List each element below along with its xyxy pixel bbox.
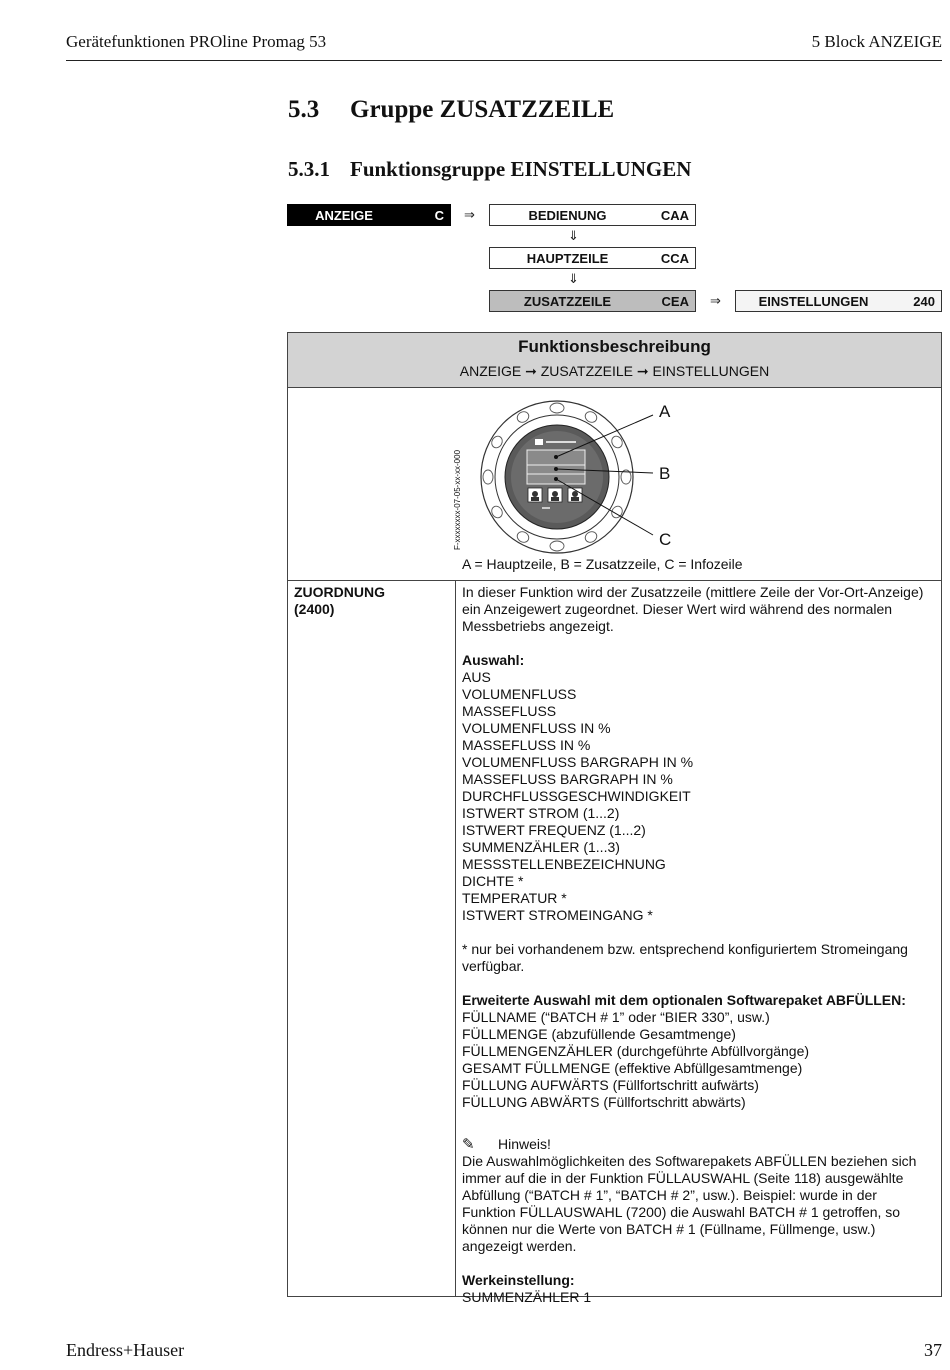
section-title: Gruppe ZUSATZZEILE [350, 96, 615, 123]
nav-label: ANZEIGE [315, 207, 373, 223]
subsection-heading [288, 157, 691, 182]
figure-label-c: C [659, 530, 672, 549]
table-path: ANZEIGE ➞ ZUSATZZEILE ➞ EINSTELLUNGEN [459, 363, 770, 379]
option-item: VOLUMENFLUSS BARGRAPH IN % [462, 754, 694, 770]
nav-label: BEDIENUNG [528, 207, 607, 223]
figure-code: F-xxxxxxxx-07-05-xx-xx-000 [453, 449, 462, 550]
nav-box-bedienung [489, 204, 696, 226]
header-left: Gerätefunktionen PROline Promag 53 [66, 32, 327, 51]
arrow-right-icon: ⇒ [710, 293, 721, 308]
column-divider [455, 580, 456, 1296]
option-item: VOLUMENFLUSS IN % [462, 720, 611, 736]
display-figure [470, 395, 710, 555]
footnote: * nur bei vorhandenem bzw. entsprechend konfiguriertem Stromeingang verfügbar. [462, 941, 908, 974]
table-header [288, 333, 941, 388]
nav-box-einstellungen [735, 290, 942, 312]
extended-option-item: FÜLLUNG AUFWÄRTS (Füllfortschritt aufwärts) [462, 1077, 759, 1093]
header-rule [66, 60, 942, 61]
nav-code: C [434, 207, 444, 223]
hint-text: Die Auswahlmöglichkeiten des Softwarepakets ABFÜLLEN beziehen sich immer auf die in der Funktion FÜLLAUSWAHL (Seite 118) ausgewählte Abfüllung (“BATCH # 1”, “BATCH # 2”, usw.). Beispiel: wurde in der Funktion FÜLLAUSWAHL (7200) die Auswahl BATCH # 1 getroffen, so können nur die Werte von BATCH # 1 (Füllname, Füllmenge, usw.) angezeigt werden. [462, 1153, 917, 1254]
factory-value: SUMMENZÄHLER 1 [462, 1289, 592, 1305]
section-number: 5.3 [288, 96, 320, 123]
logo-mark [535, 439, 543, 445]
extended-option-item: FÜLLMENGENZÄHLER (durchgeführte Abfüllvorgänge) [462, 1043, 810, 1059]
option-item: ISTWERT STROM (1...2) [462, 805, 620, 821]
function-code: (2400) [294, 601, 335, 617]
selection-title: Auswahl: [462, 652, 525, 668]
option-item: DURCHFLUSSGESCHWINDIGKEIT [462, 788, 691, 804]
figure-caption: A = Hauptzeile, B = Zusatzzeile, C = Infozeile [462, 556, 743, 572]
logo-text [546, 441, 576, 443]
row-divider [288, 580, 941, 581]
option-item: DICHTE * [462, 873, 524, 889]
function-name-cell [294, 584, 385, 618]
nav-code: CCA [660, 250, 689, 266]
pencil-hand-icon: ✎ [462, 1136, 475, 1153]
extended-option-item: FÜLLMENGE (abzufüllende Gesamtmenge) [462, 1026, 736, 1042]
extended-option-item: FÜLLNAME (“BATCH # 1” oder “BIER 330”, usw.) [462, 1009, 770, 1025]
header-right: 5 Block ANZEIGE [811, 32, 942, 51]
option-item: MASSEFLUSS [462, 703, 557, 719]
intro-text: In dieser Funktion wird der Zusatzzeile (mittlere Zeile der Vor-Ort-Anzeige) ein Anzeigewert zugeordnet. Dieser Wert wird während des normalen Messbetriebs angezeigt. [462, 584, 924, 634]
extended-option-item: GESAMT FÜLLMENGE (effektive Abfüllgesamtmenge) [462, 1060, 803, 1076]
nav-label: EINSTELLUNGEN [758, 293, 869, 309]
option-item: MASSEFLUSS BARGRAPH IN % [462, 771, 673, 787]
nav-box-anzeige [287, 204, 451, 226]
figure-label-a: A [659, 402, 671, 421]
subsection-title: Funktionsgruppe EINSTELLUNGEN [350, 157, 692, 181]
nav-box-zusatzzeile [489, 290, 696, 312]
table-title: Funktionsbeschreibung [518, 337, 711, 356]
arrow-down-icon: ⇓ [568, 271, 579, 286]
nav-code: 240 [913, 293, 935, 309]
nav-code: CEA [661, 293, 689, 309]
hint-heading [462, 1136, 934, 1153]
option-item: ISTWERT FREQUENZ (1...2) [462, 822, 646, 838]
function-description [462, 584, 934, 1306]
subsection-number: 5.3.1 [288, 157, 330, 181]
function-name: ZUORDNUNG [294, 584, 385, 600]
factory-title: Werkeinstellung: [462, 1272, 575, 1288]
hint-title: Hinweis! [498, 1136, 551, 1152]
footer-brand: Endress+Hauser [66, 1340, 185, 1360]
arrow-down-icon: ⇓ [568, 228, 579, 243]
extended-option-item: FÜLLUNG ABWÄRTS (Füllfortschritt abwärts) [462, 1094, 746, 1110]
nav-label: ZUSATZZEILE [523, 293, 612, 309]
option-item: VOLUMENFLUSS [462, 686, 577, 702]
option-item: SUMMENZÄHLER (1...3) [462, 839, 620, 855]
option-item: MASSEFLUSS IN % [462, 737, 591, 753]
nav-label: HAUPTZEILE [526, 250, 609, 266]
option-item: AUS [462, 669, 491, 685]
option-item: TEMPERATUR * [462, 890, 567, 906]
extended-title: Erweiterte Auswahl mit dem optionalen Softwarepaket ABFÜLLEN: [462, 992, 906, 1008]
section-heading [288, 96, 614, 124]
figure-label-b: B [659, 464, 671, 483]
option-item: ISTWERT STROMEINGANG * [462, 907, 653, 923]
option-item: MESSSTELLENBEZEICHNUNG [462, 856, 666, 872]
arrow-right-icon: ⇒ [464, 207, 475, 222]
nav-box-hauptzeile [489, 247, 696, 269]
nav-code: CAA [660, 207, 689, 223]
page-number: 37 [924, 1340, 942, 1360]
